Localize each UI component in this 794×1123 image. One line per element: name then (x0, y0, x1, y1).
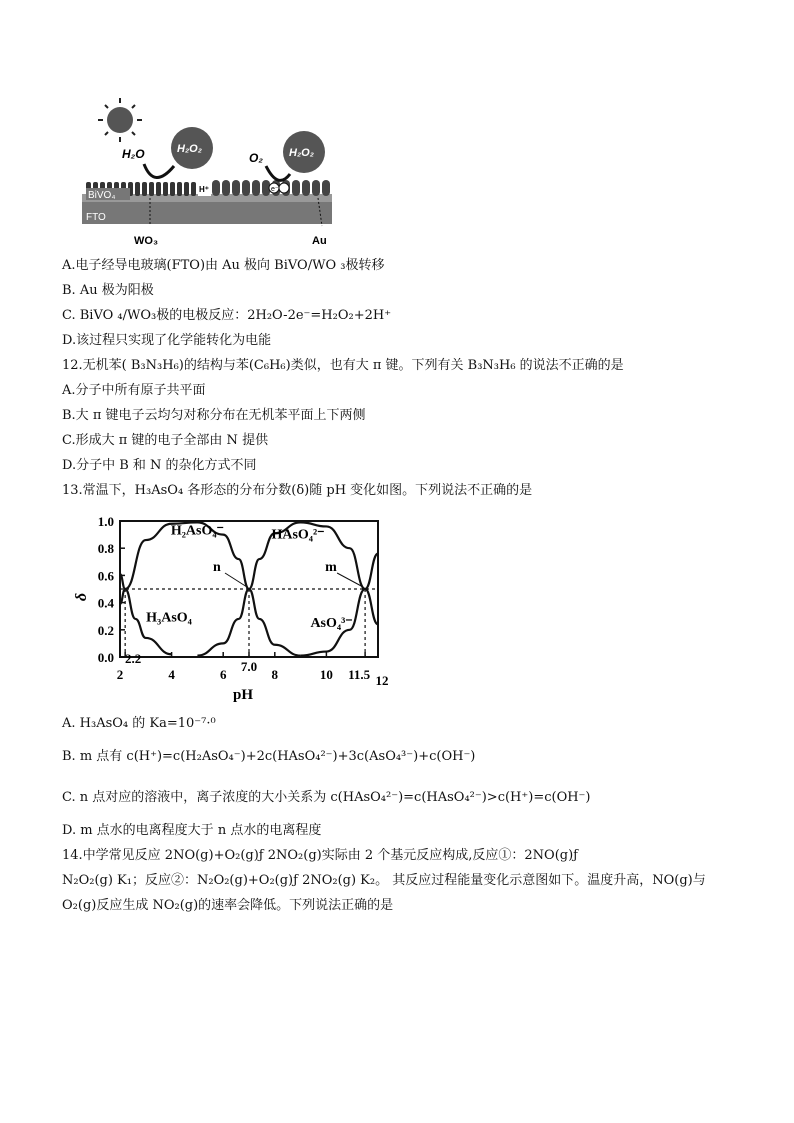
h2o2-label-left: H₂O₂ (177, 143, 202, 155)
q11-option-b: B. Au 极为阳极 (62, 283, 154, 298)
y-tick-label: 1.0 (97, 514, 114, 529)
q12-option-c: C.形成大 π 键的电子全部由 N 提供 (62, 433, 269, 448)
q13-option-a: A. H₃AsO₄ 的 Ka=10⁻⁷·⁰ (62, 716, 216, 731)
x-axis-label: pH (232, 687, 254, 703)
y-tick-label: 0.2 (97, 622, 114, 638)
distribution-chart (62, 509, 397, 704)
bivo4-label: BiVO₄ (88, 190, 116, 201)
q12-option-a: A.分子中所有原子共平面 (62, 383, 206, 398)
electron-label: e⁻ (271, 186, 279, 193)
x-tick-label: 2.2 (125, 651, 142, 666)
h2o2-label-right: H₂O₂ (289, 147, 314, 159)
q14-stem-line3: O₂(g)反应生成 NO₂(g)的速率会降低。下列说法正确的是 (62, 898, 394, 913)
y-tick-label: 0.0 (97, 650, 114, 665)
fto-label: FTO (86, 212, 106, 223)
au-label: Au (312, 235, 327, 247)
y-axis-label: δ (73, 592, 90, 602)
x-tick-label: 4 (168, 667, 175, 682)
wo3-label: WO₃ (134, 235, 159, 247)
arrow-right (266, 166, 290, 180)
x-tick-label: 11.5 (348, 667, 371, 682)
series-line (301, 554, 378, 656)
x-tick-label: 2 (116, 667, 124, 682)
electrode-schematic (78, 94, 348, 254)
x-tick-label: 6 (219, 667, 227, 682)
q12-option-b: B.大 π 键电子云均匀对称分布在无机苯平面上下两侧 (62, 408, 366, 423)
point-label: m (325, 560, 337, 575)
q13-option-b: B. m 点有 c(H⁺)=c(H₂AsO₄⁻)+2c(HAsO₄²⁻)+3c(AsO₄³⁻)+c(OH⁻) (62, 749, 476, 764)
hplus-label: H⁺ (199, 185, 209, 194)
y-tick-label: 0.8 (97, 541, 114, 557)
o2-label: O₂ (249, 151, 263, 165)
y-tick-label: 0.6 (97, 568, 114, 584)
series-label: HAsO₄²⁻ (271, 527, 325, 543)
q14-stem-line1: 14.中学常见反应 2NO(g)+O₂(g)ƒ 2NO₂(g)实际由 2 个基元反应构成,反应①：2NO(g)ƒ (62, 848, 578, 863)
q14-stem-line2: N₂O₂(g) K₁；反应②：N₂O₂(g)+O₂(g)ƒ 2NO₂(g) K₂。 其反应过程能量变化示意图如下。温度升高，NO(g)与 (62, 873, 706, 888)
q13-option-c: C. n 点对应的溶液中，离子浓度的大小关系为 c(HAsO₄²⁻)=c(HAsO₄²⁻)>c(H⁺)=c(OH⁻) (62, 790, 591, 805)
q12-option-d: D.分子中 B 和 N 的杂化方式不同 (62, 458, 257, 473)
series-label: H₂AsO₄⁻ (170, 523, 224, 539)
q13-option-d: D. m 点水的电离程度大于 n 点水的电离程度 (62, 823, 322, 838)
series-label: AsO₄³⁻ (310, 616, 353, 632)
point-label: n (213, 560, 221, 575)
q11-option-d: D.该过程只实现了化学能转化为电能 (62, 333, 272, 348)
q13-stem: 13.常温下，H₃AsO₄ 各形态的分布分数(δ)随 pH 变化如图。下列说法不正确的是 (62, 483, 533, 498)
x-tick-label: 8 (271, 667, 279, 682)
q11-option-c: C. BiVO ₄/WO₃极的电极反应：2H₂O-2e⁻=H₂O₂+2H⁺ (62, 308, 392, 323)
x-tick-label: 10 (319, 667, 333, 682)
series-label: H₃AsO₄ (146, 610, 192, 626)
electron-icon (279, 183, 289, 193)
sun-icon (98, 98, 142, 142)
fto-layer (82, 200, 332, 224)
x-tick-label: 12 (375, 673, 389, 688)
h2o-label: H₂O (122, 147, 145, 161)
q11-option-a: A.电子经导电玻璃(FTO)由 Au 极向 BiVO/WO ₃极转移 (62, 258, 385, 273)
y-tick-label: 0.4 (97, 595, 114, 611)
arrow-left (144, 164, 174, 178)
x-tick-label: 7.0 (240, 659, 258, 674)
q12-stem: 12.无机苯( B₃N₃H₆)的结构与苯(C₆H₆)类似，也有大 π 键。下列有关 B₃N₃H₆ 的说法不正确的是 (62, 358, 624, 373)
